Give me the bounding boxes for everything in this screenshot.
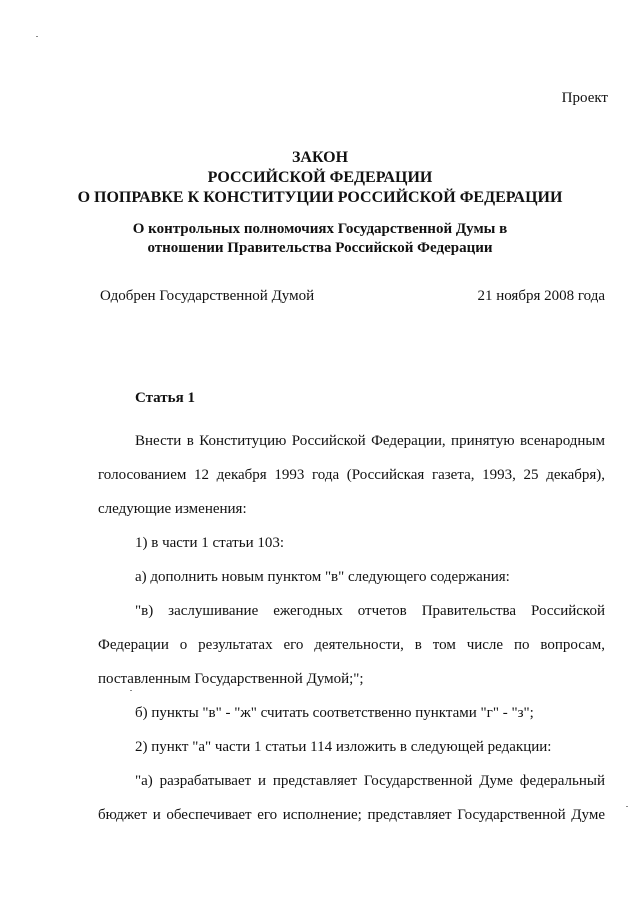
- body-line: а) дополнить новым пунктом "в" следующего содержания:: [135, 569, 510, 585]
- body-line: голосованием 12 декабря 1993 года (Российская газета, 1993, 25 декабря),: [98, 467, 605, 483]
- body-line: б) пункты "в" - "ж" считать соответственно пунктами "г" - "з";: [135, 705, 534, 721]
- law-subtitle-line: отношении Правительства Российской Федерации: [147, 240, 493, 256]
- approval-label: Одобрен Государственной Думой: [100, 288, 315, 304]
- approval-date: 21 ноября 2008 года: [477, 288, 605, 304]
- body-line: поставленным Государственной Думой;";: [98, 671, 364, 687]
- article-body: [98, 424, 605, 832]
- law-title-line: РОССИЙСКОЙ ФЕДЕРАЦИИ: [207, 169, 433, 186]
- draft-mark: Проект: [561, 90, 608, 106]
- body-line: "а) разрабатывает и представляет Государственной Думе федеральный: [135, 773, 605, 789]
- body-line: Федерации о результатах его деятельности, в том числе по вопросам,: [98, 637, 605, 653]
- body-line: "в) заслушивание ежегодных отчетов Правительства Российской: [135, 603, 605, 619]
- body-line: бюджет и обеспечивает его исполнение; представляет Государственной Думе: [98, 807, 605, 823]
- body-line: следующие изменения:: [98, 501, 247, 517]
- body-line: 2) пункт "а" части 1 статьи 114 изложить в следующей редакции:: [135, 739, 552, 755]
- law-subtitle: [0, 220, 640, 258]
- law-title-line: ЗАКОН: [291, 149, 349, 166]
- scan-speck: [36, 36, 38, 37]
- approval-row: [100, 288, 605, 305]
- law-title-line: О ПОПРАВКЕ К КОНСТИТУЦИИ РОССИЙСКОЙ ФЕДЕРАЦИИ: [77, 189, 563, 206]
- body-line: Внести в Конституцию Российской Федерации, принятую всенародным: [135, 433, 605, 449]
- body-line: 1) в части 1 статьи 103:: [135, 535, 285, 551]
- law-subtitle-line: О контрольных полномочиях Государственной Думы в: [132, 221, 508, 237]
- scan-speck: [626, 806, 628, 807]
- article-heading: Статья 1: [135, 390, 195, 406]
- law-title: [0, 148, 640, 208]
